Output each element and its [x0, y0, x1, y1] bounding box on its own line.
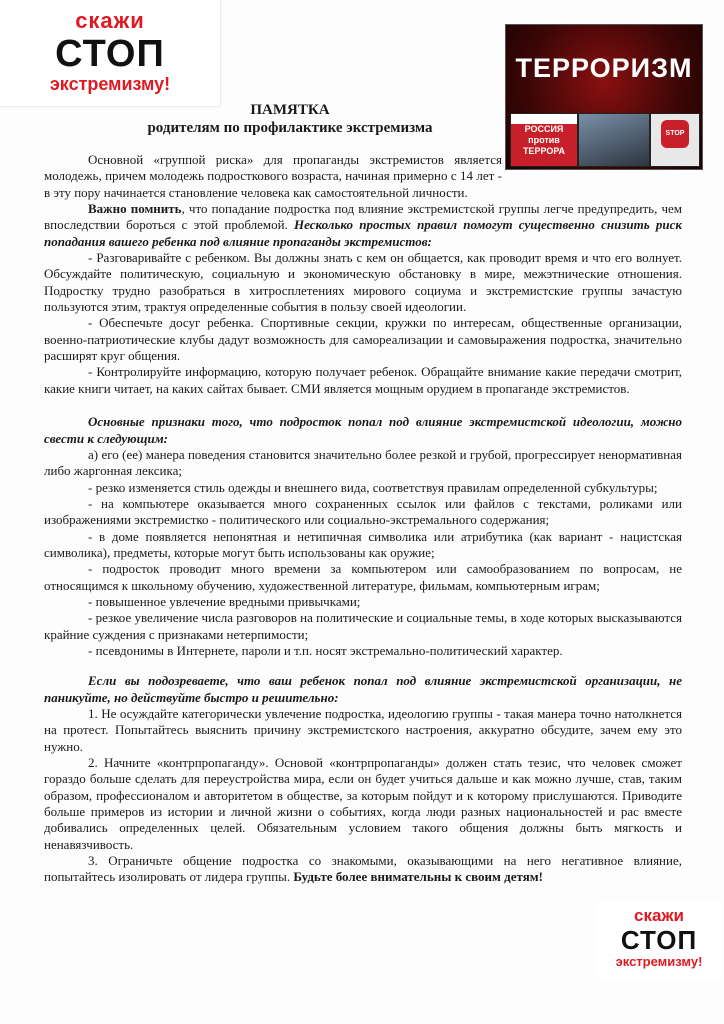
page-subtitle: родителям по профилактике экстремизма: [147, 120, 433, 136]
final-call: Будьте более внимательны к своим детям!: [293, 869, 543, 885]
actions-heading: [44, 673, 682, 706]
rules-intro: Несколько простых правил помогут существенно снизить риск попадания вашего ребенка под влияние пропаганды экстремистов:: [44, 217, 682, 249]
stop-extremism-logo-bottom: [596, 902, 722, 980]
logo-line2: СТОП: [55, 33, 165, 75]
action-item: 1. Не осуждайте категорически увлечение подростка, идеологию группы - такая манера точно натолкнется на протест. Попытайтесь выяснить причину экстремистского настроения, аккуратно обсудите, зачем ему это нужно.: [44, 706, 682, 754]
logo-line3: экстремизму!: [615, 954, 703, 969]
rule-leisure: - Обеспечьте досуг ребенка. Спортивные секции, кружки по интересам, общественные организации, военно-патриотические клубы дадут возможность для самореализации и самовыражения подростка, значительно расширят круг общения.: [44, 315, 682, 364]
important-label: Важно помнить: [88, 201, 182, 217]
sign-item: - резкое увеличение числа разговоров на политические и социальные темы, в ходе которых высказываются крайние суждения с признаками нетерпимости;: [44, 610, 682, 642]
intro-paragraph: Основной «группой риска» для пропаганды экстремистов является молодежь, причем молодежь подросткового возраста, начиная примерно с 14 лет - в эту пору начинается становление человека как самостоятельной личности.: [44, 152, 502, 200]
actions-heading-text: Если вы подозреваете, что ваш ребенок попал под влияние экстремистской организации, не паникуйте, но действуйте быстро и решительно:: [44, 673, 682, 705]
important-text: , что попадание подростка под влияние экстремистской группы легче предупредить, чем впоследствии бороться с этой проблемой.: [44, 201, 682, 233]
logo-line3: экстремизму!: [49, 74, 171, 94]
action-text: 3. Ограничьте общение подростка со знакомыми, оказывающими на него негативное влияние, попытайтесь изолировать от лидера группы.: [44, 853, 682, 885]
logo-line1: скажи: [75, 8, 145, 33]
tile-text: РОССИЯ против ТЕРРОРА: [511, 124, 577, 157]
rule-talk: - Разговаривайте с ребенком. Вы должны знать с кем он общается, как проводит время и что его волнует. Обсуждайте политическую, социальную и экономическую обстановку в мире, межэтнические отношения. Подростку трудно разобраться в хитросплетениях мирового социума и экстремистские группы зачастую пользуются этим, трактуя определенные события в пользу своей идеологии.: [44, 250, 682, 315]
signs-heading: [44, 414, 682, 447]
rule-control-info: - Контролируйте информацию, которую получает ребенок. Обращайте внимание какие передачи смотрит, какие книги читает, на каких сайтах бывает. СМИ является мощным орудием в пропаганде экстремистов.: [44, 364, 682, 396]
sign-item: - подросток проводит много времени за компьютером или самообразованием по вопросам, не относящимся к школьному обучению, художественной литературе, фильмам, компьютерным играм;: [44, 561, 682, 593]
stop-extremism-logo-top: [0, 0, 220, 106]
sign-item: - в доме появляется непонятная и нетипичная символика или атрибутика (как вариант - нацистская символика), предметы, которые могут быть использованы как оружие;: [44, 528, 682, 560]
sign-item: - на компьютере оказывается много сохраненных ссылок или файлов с текстами, роликами или изображениями экстремистко - политического или социально-экстремального содержания;: [44, 495, 682, 528]
memo-body: [44, 152, 682, 886]
stop-sign-icon: STOP: [661, 120, 689, 148]
sign-item: - псевдонимы в Интернете, пароли и т.п. носят экстремально-политический характер.: [88, 642, 563, 658]
sign-item: - повышенное увлечение вредными привычками;: [88, 593, 361, 609]
sign-item: - резко изменяется стиль одежды и внешнего вида, соответствуя правилам определенной субкультуры;: [88, 479, 658, 495]
spacer: [44, 397, 682, 414]
page-title: ПАМЯТКА: [250, 102, 330, 118]
signs-heading-text: Основные признаки того, что подросток попал под влияние экстремистской идеологии, можно свести к следующим:: [44, 414, 682, 446]
important-paragraph: [44, 201, 682, 250]
spacer: [44, 659, 682, 673]
terrorism-banner-image: [505, 24, 703, 170]
sign-item: а) его (ее) манера поведения становится значительно более резкой и грубой, прогрессирует ненормативная либо жаргонная лексика;: [44, 446, 682, 479]
action-item: [44, 853, 682, 886]
action-item: 2. Начните «контрпропаганду». Основой «контрпропаганды» должен стать тезис, что человек сможет гораздо больше сделать для переустройства мира, если он будет учиться дальше и как можно лучше, став, таким образом, профессионалом и авторитетом в обществе, за которым пойдут и к которому прислушаются. Приводите больше примеров из истории и личной жизни о событиях, когда люди разных национальностей и рас вместе добивались определенных целей. Обязательным условием такого общения должны быть мягкость и ненавязчивость.: [44, 755, 682, 852]
banner-title: ТЕРРОРИЗМ: [515, 53, 693, 83]
logo-line2: СТОП: [620, 925, 698, 955]
logo-line1: скажи: [634, 906, 684, 925]
